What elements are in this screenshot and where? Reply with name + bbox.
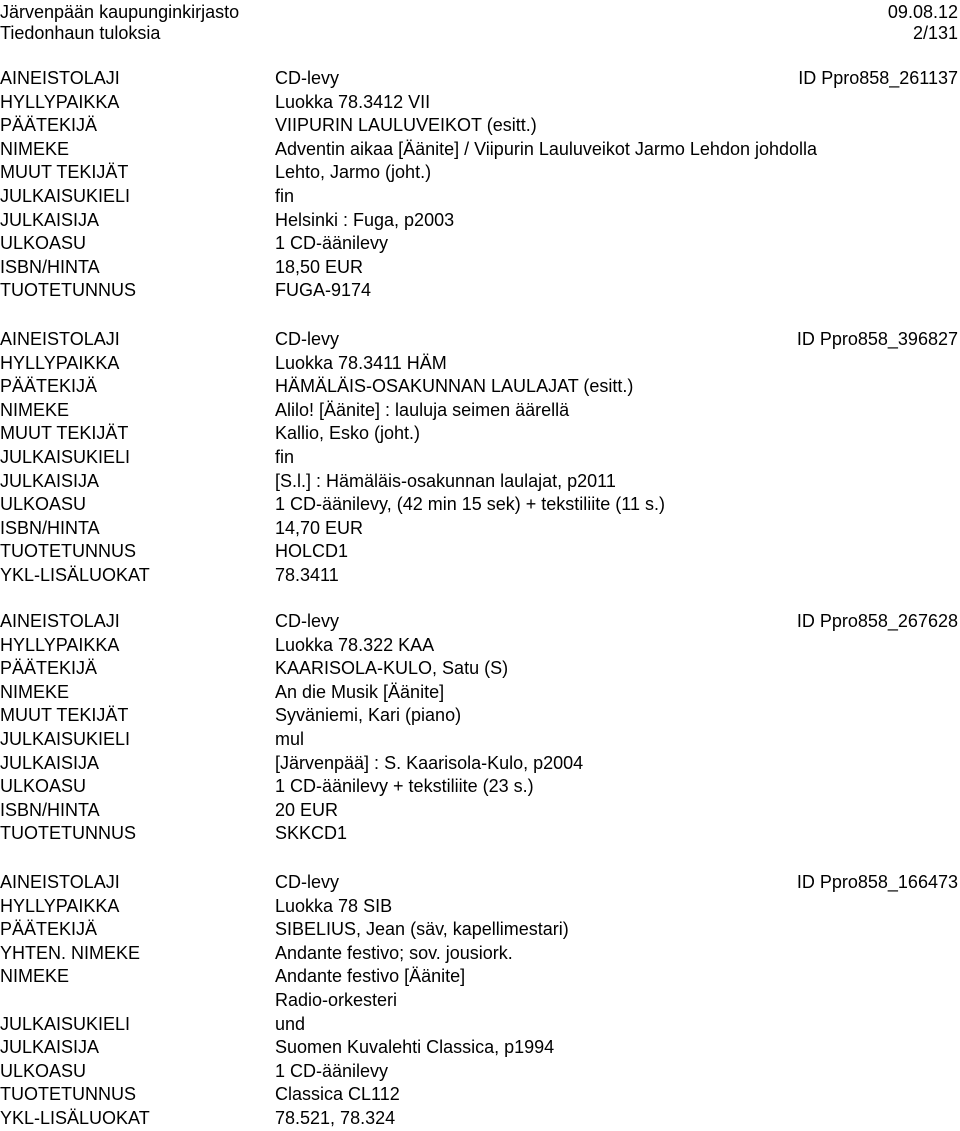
field-value: 78.521, 78.324 — [275, 1107, 396, 1128]
page-subtitle: Tiedonhaun tuloksia — [0, 23, 161, 43]
field-row — [0, 375, 960, 399]
field-row — [0, 493, 960, 517]
field-label: HYLLYPAIKKA — [0, 634, 120, 655]
field-value: Adventin aikaa [Äänite] / Viipurin Lauluveikot Jarmo Lehdon johdolla — [275, 138, 818, 159]
field-row — [0, 752, 960, 776]
field-row — [0, 1107, 960, 1131]
field-label: YHTEN. NIMEKE — [0, 942, 141, 963]
record-id: ID Ppro858_396827 — [796, 329, 958, 349]
field-label: ULKOASU — [0, 233, 87, 254]
field-value: [Järvenpää] : S. Kaarisola-Kulo, p2004 — [275, 752, 584, 773]
field-value: Helsinki : Fuga, p2003 — [275, 209, 455, 230]
record-2 — [0, 328, 960, 588]
field-value: Luokka 78.3412 VII — [275, 91, 431, 112]
field-row — [0, 540, 960, 564]
field-value: 78.3411 — [275, 564, 339, 585]
field-row — [0, 728, 960, 752]
field-value: 14,70 EUR — [275, 517, 364, 538]
field-row — [0, 138, 960, 162]
field-label: MUUT TEKIJÄT — [0, 705, 129, 726]
field-value: CD-levy — [275, 611, 340, 631]
field-row — [0, 232, 960, 256]
field-label: JULKAISIJA — [0, 752, 100, 773]
field-label: AINEISTOLAJI — [0, 611, 120, 631]
field-label: JULKAISUKIELI — [0, 185, 131, 206]
field-row — [0, 822, 960, 846]
field-value: 1 CD-äänilevy, (42 min 15 sek) + tekstiliite (11 s.) — [275, 494, 665, 515]
field-row — [0, 352, 960, 376]
page-number: 2/131 — [912, 23, 958, 43]
field-label: JULKAISIJA — [0, 209, 100, 230]
field-label: MUUT TEKIJÄT — [0, 162, 129, 183]
field-row — [0, 161, 960, 185]
record-id: ID Ppro858_166473 — [796, 872, 958, 892]
field-label: ULKOASU — [0, 494, 87, 515]
field-row — [0, 918, 960, 942]
field-row — [0, 1013, 960, 1037]
field-label: TUOTETUNNUS — [0, 1084, 136, 1105]
field-label: HYLLYPAIKKA — [0, 895, 120, 916]
field-row — [0, 681, 960, 705]
field-value: KAARISOLA-KULO, Satu (S) — [275, 658, 509, 679]
field-label: ULKOASU — [0, 776, 87, 797]
field-value: Andante festivo; sov. jousiork. — [275, 942, 513, 963]
field-label: NIMEKE — [0, 966, 70, 987]
field-row — [0, 942, 960, 966]
field-row — [0, 895, 960, 919]
print-date: 09.08.12 — [887, 2, 958, 22]
field-label: PÄÄTEKIJÄ — [0, 115, 98, 136]
field-label: JULKAISUKIELI — [0, 446, 131, 467]
field-value: VIIPURIN LAULUVEIKOT (esitt.) — [275, 115, 537, 136]
field-row — [0, 965, 960, 989]
field-value: Lehto, Jarmo (joht.) — [275, 162, 432, 183]
field-label: JULKAISUKIELI — [0, 728, 131, 749]
field-value: SIBELIUS, Jean (säv, kapellimestari) — [275, 919, 569, 940]
field-row — [0, 422, 960, 446]
field-row — [0, 1083, 960, 1107]
field-row — [0, 704, 960, 728]
field-value: [S.l.] : Hämäläis-osakunnan laulajat, p2011 — [275, 470, 616, 491]
field-label: AINEISTOLAJI — [0, 68, 120, 88]
field-label: YKL-LISÄLUOKAT — [0, 1107, 150, 1128]
field-value: und — [275, 1013, 306, 1034]
field-value: fin — [275, 446, 295, 467]
field-row — [0, 470, 960, 494]
field-row — [0, 610, 960, 634]
field-value: mul — [275, 728, 305, 749]
field-row — [0, 91, 960, 115]
field-row — [0, 446, 960, 470]
field-label: HYLLYPAIKKA — [0, 91, 120, 112]
field-label: TUOTETUNNUS — [0, 280, 136, 301]
field-label: NIMEKE — [0, 138, 70, 159]
field-label: TUOTETUNNUS — [0, 541, 136, 562]
field-label: JULKAISUKIELI — [0, 1013, 131, 1034]
field-label: MUUT TEKIJÄT — [0, 423, 129, 444]
field-row — [0, 1036, 960, 1060]
field-label: PÄÄTEKIJÄ — [0, 919, 98, 940]
field-label: NIMEKE — [0, 399, 70, 420]
field-label: JULKAISIJA — [0, 470, 100, 491]
field-value: HOLCD1 — [275, 541, 349, 562]
field-value: CD-levy — [275, 68, 340, 88]
field-row — [0, 799, 960, 823]
field-row — [0, 256, 960, 280]
field-value: Radio-orkesteri — [275, 989, 398, 1010]
field-row — [0, 185, 960, 209]
field-row — [0, 871, 960, 895]
field-value: 1 CD-äänilevy + tekstiliite (23 s.) — [275, 776, 534, 797]
field-label: AINEISTOLAJI — [0, 872, 120, 892]
field-value: CD-levy — [275, 872, 340, 892]
field-row — [0, 517, 960, 541]
record-4 — [0, 871, 960, 1131]
field-value: SKKCD1 — [275, 823, 348, 844]
field-value: 1 CD-äänilevy — [275, 1060, 389, 1081]
field-label: ISBN/HINTA — [0, 256, 100, 277]
field-value: 18,50 EUR — [275, 256, 364, 277]
field-value: 20 EUR — [275, 799, 339, 820]
field-value: fin — [275, 185, 295, 206]
field-value: HÄMÄLÄIS-OSAKUNNAN LAULAJAT (esitt.) — [275, 376, 634, 397]
field-value: FUGA-9174 — [275, 280, 372, 301]
field-value: Luokka 78 SIB — [275, 895, 393, 916]
field-value: Andante festivo [Äänite] — [275, 966, 466, 987]
field-row — [0, 279, 960, 303]
field-label: TUOTETUNNUS — [0, 823, 136, 844]
field-label: AINEISTOLAJI — [0, 329, 120, 349]
field-value: Luokka 78.3411 HÄM — [275, 352, 447, 373]
record-1 — [0, 67, 960, 303]
field-value: Classica CL112 — [275, 1084, 400, 1105]
field-value: 1 CD-äänilevy — [275, 233, 389, 254]
field-row — [0, 989, 960, 1013]
field-row — [0, 114, 960, 138]
field-value: Kallio, Esko (joht.) — [275, 423, 421, 444]
record-3 — [0, 610, 960, 846]
field-row — [0, 657, 960, 681]
field-label: HYLLYPAIKKA — [0, 352, 120, 373]
field-row — [0, 564, 960, 588]
field-label: YKL-LISÄLUOKAT — [0, 564, 150, 585]
field-label: NIMEKE — [0, 681, 70, 702]
field-row — [0, 209, 960, 233]
field-row — [0, 67, 960, 91]
field-label: ISBN/HINTA — [0, 799, 100, 820]
field-label: PÄÄTEKIJÄ — [0, 376, 98, 397]
field-value: Suomen Kuvalehti Classica, p1994 — [275, 1037, 555, 1058]
record-id: ID Ppro858_267628 — [796, 611, 958, 631]
field-label: JULKAISIJA — [0, 1037, 100, 1058]
field-label: ULKOASU — [0, 1060, 87, 1081]
field-row — [0, 1060, 960, 1084]
library-name: Järvenpään kaupunginkirjasto — [0, 2, 240, 22]
field-row — [0, 399, 960, 423]
field-value: CD-levy — [275, 329, 340, 349]
field-value: An die Musik [Äänite] — [275, 681, 445, 702]
field-label: PÄÄTEKIJÄ — [0, 658, 98, 679]
field-value: Alilo! [Äänite] : lauluja seimen äärellä — [275, 399, 570, 420]
field-value: Syväniemi, Kari (piano) — [275, 705, 462, 726]
field-row — [0, 775, 960, 799]
field-row — [0, 328, 960, 352]
record-id: ID Ppro858_261137 — [798, 68, 958, 88]
field-row — [0, 634, 960, 658]
field-value: Luokka 78.322 KAA — [275, 634, 435, 655]
field-label: ISBN/HINTA — [0, 517, 100, 538]
